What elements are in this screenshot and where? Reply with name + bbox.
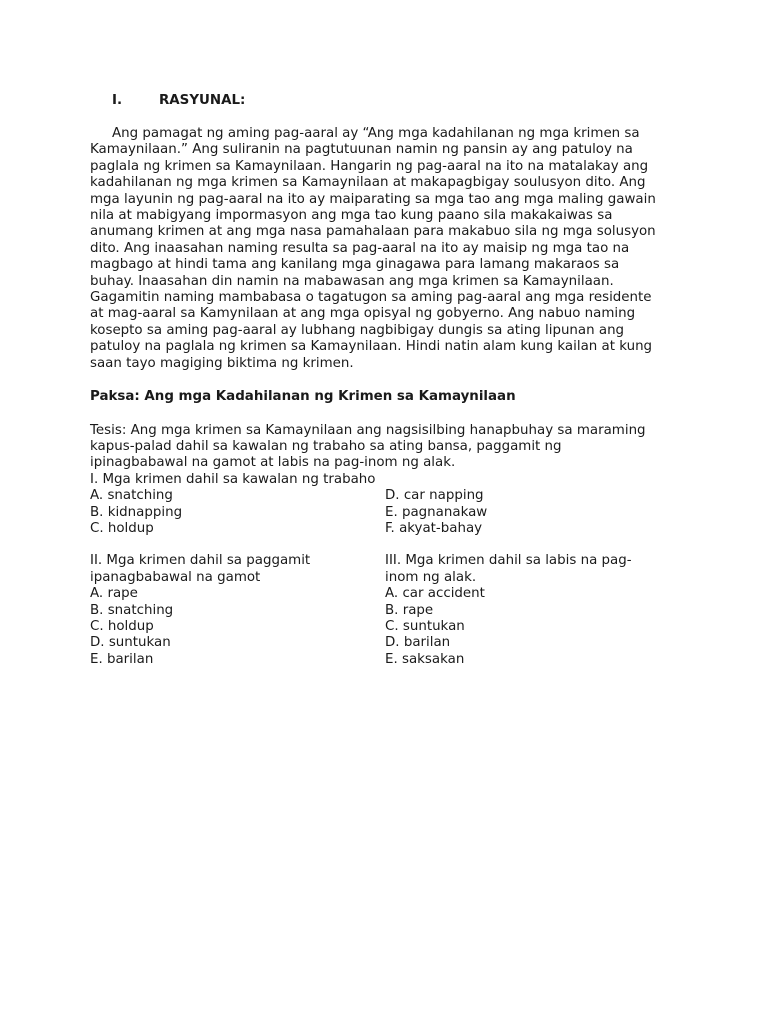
outline-section-2	[90, 553, 680, 668]
rasyunal-paragraph: Ang pamagat ng aming pag-aaral ay “Ang mga kadahilanan ng mga krimen sa Kamaynilaan.” Ang suliranin na pagtutuunan namin ng pansin ay ang patuloy na paglala ng krimen sa Kamaynilaan. Hangarin ng pag-aaral na ito na matalakay ang kadahilanan ng mga krimen sa Kamaynilaan at makapagbigay soulusyon dito. Ang mga layunin ng pag-aaral na ito ay maiparating sa mga tao ang mga maling gawain nila at mabigyang impormasyon ang mga tao kung paano sila makakaiwas sa anumang krimen at ang mga nasa pamahalaan para makabuo sila ng mga solusyon dito. Ang inaasahan naming resulta sa pag-aaral na ito ay maisip ng mga tao na magbago at hindi tama ang kanilang mga ginagawa para lamang makaraos sa buhay. Inaasahan din namin na mabawasan ang mga krimen sa Kamaynilaan. Gagamitin naming mambabasa o tagatugon sa aming pag-aaral ang mga residente at mag-aaral sa Kamynilaan at ang mga opisyal ng gobyerno. Ang nabuo naming kosepto sa aming pag-aaral ay lubhang nagbibigay dungis sa ating lipunan ang patuloy na paglala ng krimen sa Kamaynilaan. Hindi natin alam kung kailan at kung saan tayo magiging biktima ng krimen.	[90, 126, 656, 371]
section-number: I.	[112, 93, 123, 108]
document-page	[90, 93, 680, 668]
paksa-heading: Paksa: Ang mga Kadahilanan ng Krimen sa Kamaynilaan	[90, 389, 516, 405]
tesis-paragraph: Tesis: Ang mga krimen sa Kamaynilaan ang nagsisilbing hanapbuhay sa maraming kapus-palad dahil sa kawalan ng trabaho sa ating bansa, paggamit ng ipinagbabawal na gamot at labis na pag-inom ng alak.	[90, 422, 646, 471]
section-heading	[90, 93, 680, 109]
outline-2-right-list: III. Mga krimen dahil sa labis na pag- inom ng alak. A. car accident B. rape C. suntukan D. barilan E. saksakan	[385, 553, 632, 667]
outline-1-right-list: D. car napping E. pagnanakaw F. akyat-bahay	[385, 488, 488, 536]
section-title: RASYUNAL:	[159, 93, 246, 108]
outline-1-left-list: A. snatching B. kidnapping C. holdup	[90, 488, 183, 536]
outline-2-left-list: II. Mga krimen dahil sa paggamit ipanagbabawal na gamot A. rape B. snatching C. holdup D. suntukan E. barilan	[90, 553, 311, 667]
outline-heading-1: I. Mga krimen dahil sa kawalan ng trabaho	[90, 471, 376, 487]
outline-section-1	[90, 488, 680, 537]
